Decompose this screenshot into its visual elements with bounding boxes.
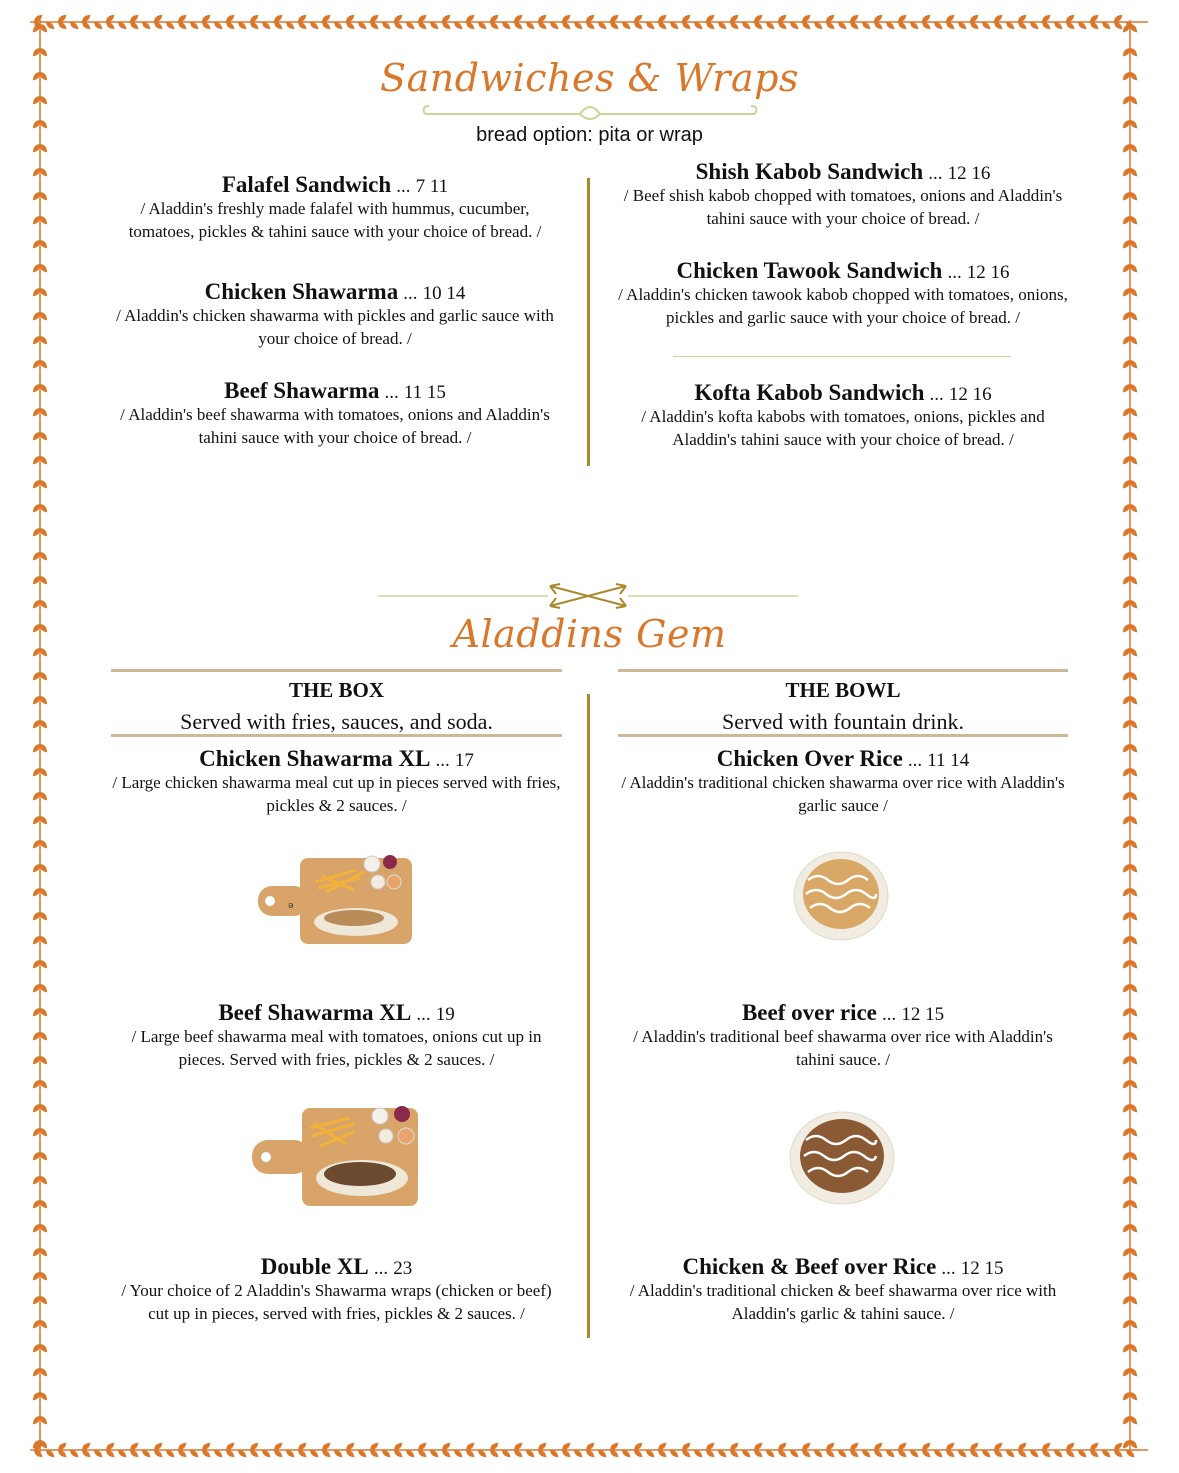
- item-description: / Aladdin's traditional chicken & beef shawarma over rice with Aladdin's garlic & tahini sauce. /: [629, 1281, 1057, 1323]
- item-name: Chicken Tawook Sandwich: [676, 258, 943, 283]
- crossed-arrows-ornament: [378, 582, 798, 612]
- item-name: Kofta Kabob Sandwich: [694, 380, 925, 405]
- item-price: 12 15: [960, 1258, 1004, 1279]
- item-separator: ...: [928, 163, 943, 184]
- column-divider: [587, 178, 590, 466]
- chicken-box-photo: [256, 852, 416, 946]
- menu-item: [111, 1254, 562, 1325]
- item-description: / Beef shish kabob chopped with tomatoes, onions and Aladdin's tahini sauce with your choice of bread. /: [623, 186, 1063, 228]
- item-price: 19: [435, 1004, 455, 1025]
- item-name: Shish Kabob Sandwich: [695, 159, 924, 184]
- item-price: 17: [454, 750, 474, 771]
- item-price: 7 11: [415, 176, 449, 197]
- item-separator: ...: [907, 750, 923, 771]
- menu-item: [618, 746, 1068, 817]
- item-name: Chicken Shawarma XL: [199, 746, 431, 771]
- item-separator: ...: [941, 1258, 956, 1279]
- bowl-header: [618, 678, 1068, 735]
- box-title: THE BOX: [288, 678, 385, 702]
- item-separator: ...: [384, 382, 399, 403]
- item-separator: ...: [881, 1004, 897, 1025]
- item-separator: ...: [947, 262, 962, 283]
- item-description: / Large chicken shawarma meal cut up in pieces served with fries, pickles & 2 sauces. /: [112, 773, 561, 815]
- sandwiches-title: Sandwiches & Wraps: [380, 56, 799, 100]
- bread-option-note: bread option: pita or wrap: [476, 124, 703, 146]
- aladdins-gem-title: Aladdins Gem: [452, 612, 727, 656]
- leaf-border-bottom: [30, 1432, 1148, 1468]
- menu-item: [110, 172, 560, 243]
- item-price: 12 16: [966, 262, 1010, 283]
- item-price: 11 15: [403, 382, 446, 403]
- beef-box-photo: [250, 1104, 420, 1208]
- item-description: / Large beef shawarma meal with tomatoes, onions cut up in pieces. Served with fries, pickles & 2 sauces. /: [131, 1027, 542, 1069]
- menu-item: [618, 1254, 1068, 1325]
- box-subtitle: Served with fries, sauces, and soda.: [180, 709, 493, 734]
- box-header-line-bottom: [111, 734, 562, 737]
- leaf-border-top: [30, 4, 1148, 40]
- bowl-title: THE BOWL: [785, 678, 901, 702]
- bowl-header-line-top: [618, 669, 1068, 672]
- item-price: 10 14: [422, 283, 466, 304]
- item-price: 23: [393, 1258, 413, 1279]
- item-divider: [673, 356, 1011, 357]
- bowl-subtitle: Served with fountain drink.: [722, 709, 964, 734]
- menu-item: [618, 258, 1068, 329]
- title-flourish-ornament: [420, 100, 760, 122]
- item-separator: ...: [929, 384, 944, 405]
- bowl-header-line-bottom: [618, 734, 1068, 737]
- item-description: / Aladdin's beef shawarma with tomatoes, onions and Aladdin's tahini sauce with your choice of bread. /: [120, 405, 550, 447]
- menu-item: [618, 380, 1068, 451]
- item-price: 12 15: [901, 1004, 945, 1025]
- item-separator: ...: [373, 1258, 389, 1279]
- item-separator: ...: [416, 1004, 431, 1025]
- item-price: 12 16: [948, 384, 992, 405]
- item-name: Chicken Shawarma: [204, 279, 399, 304]
- item-name: Beef over rice: [741, 1000, 877, 1025]
- item-description: / Aladdin's kofta kabobs with tomatoes, onions, pickles and Aladdin's tahini sauce with your choice of bread. /: [641, 407, 1045, 449]
- svg-text:ǝ: ǝ: [288, 901, 294, 911]
- menu-item: [111, 1000, 562, 1071]
- item-price: 12 16: [947, 163, 991, 184]
- item-description: / Aladdin's traditional chicken shawarma over rice with Aladdin's garlic sauce /: [621, 773, 1065, 815]
- item-separator: ...: [435, 750, 450, 771]
- item-name: Beef Shawarma XL: [218, 1000, 412, 1025]
- item-name: Double XL: [260, 1254, 369, 1279]
- box-header: [111, 678, 562, 735]
- menu-item: [111, 746, 562, 817]
- item-description: / Aladdin's freshly made falafel with hummus, cucumber, tomatoes, pickles & tahini sauce with your choice of bread. /: [128, 199, 542, 241]
- item-description: / Your choice of 2 Aladdin's Shawarma wraps (chicken or beef) cut up in pieces, served with fries, pickles & 2 sauces. /: [121, 1281, 552, 1323]
- chicken-bowl-photo: [792, 850, 890, 942]
- leaf-border-left: [22, 20, 58, 1452]
- item-description: / Aladdin's traditional beef shawarma over rice with Aladdin's tahini sauce. /: [633, 1027, 1053, 1069]
- item-separator: ...: [396, 176, 411, 197]
- item-name: Beef Shawarma: [224, 378, 380, 403]
- beef-bowl-photo: [788, 1110, 896, 1206]
- item-name: Chicken & Beef over Rice: [682, 1254, 937, 1279]
- menu-item: [618, 1000, 1068, 1071]
- menu-item: [110, 378, 560, 449]
- item-description: / Aladdin's chicken tawook kabob chopped with tomatoes, onions, pickles and garlic sauce with your choice of bread. /: [618, 285, 1068, 327]
- menu-item: [618, 159, 1068, 230]
- item-separator: ...: [403, 283, 418, 304]
- item-price: 11 14: [927, 750, 970, 771]
- item-name: Falafel Sandwich: [221, 172, 392, 197]
- item-name: Chicken Over Rice: [716, 746, 903, 771]
- leaf-border-right: [1112, 20, 1148, 1452]
- column-divider: [587, 694, 590, 1338]
- menu-item: [110, 279, 560, 350]
- box-header-line-top: [111, 669, 562, 672]
- item-description: / Aladdin's chicken shawarma with pickles and garlic sauce with your choice of bread. /: [116, 306, 554, 348]
